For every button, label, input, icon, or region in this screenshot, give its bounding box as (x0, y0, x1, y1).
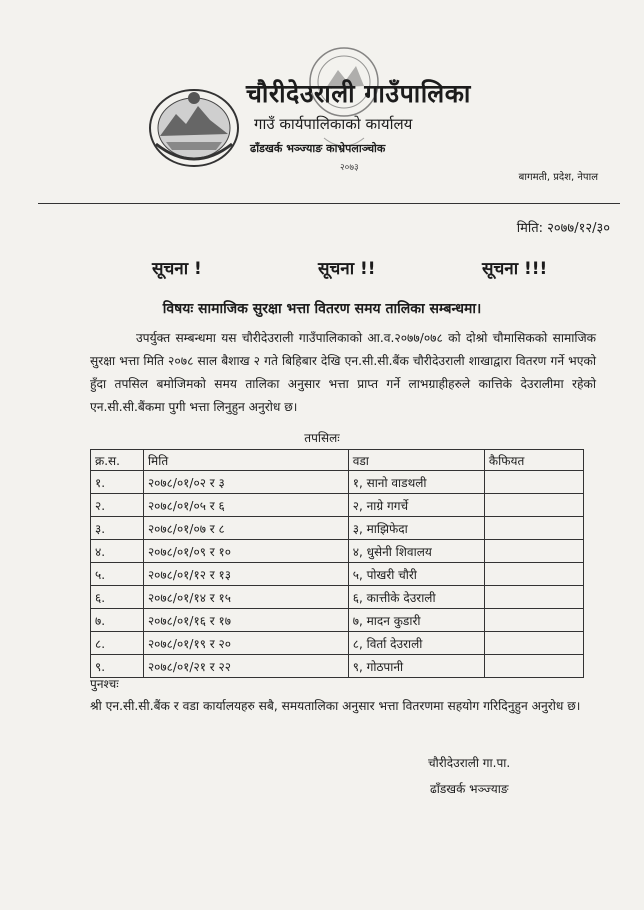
postscript-text: श्री एन.सी.सी.बैंक र वडा कार्यालयहरु सबै, समयतालिका अनुसार भत्ता वितरणमा सहयोग गरिदिनुहुन अनुरोध छ। (90, 699, 581, 713)
cell-ward: ८, विर्ता देउराली (348, 632, 484, 655)
cell-serial: ७. (91, 609, 144, 632)
cell-ward: ९, गोठपानी (348, 655, 484, 678)
cell-remarks (484, 494, 583, 517)
table-row (91, 632, 584, 655)
cell-serial: १. (91, 471, 144, 494)
table-row (91, 494, 584, 517)
table-row (91, 586, 584, 609)
cell-date: २०७८/०१/२१ र २२ (143, 655, 348, 678)
header-serial: क्र.स. (91, 450, 144, 471)
cell-ward: १, सानो वाडथली (348, 471, 484, 494)
cell-date: २०७८/०१/०९ र १० (143, 540, 348, 563)
cell-ward: २, नाग्रे गगर्चे (348, 494, 484, 517)
cell-date: २०७८/०१/१४ र १५ (143, 586, 348, 609)
signature-location: ढाँडखर्क भञ्ज्याङ (430, 782, 509, 796)
schedule-label: तपसिलः (304, 431, 340, 445)
cell-ward: ७, मादन कुडारी (348, 609, 484, 632)
cell-date: २०७८/०१/०५ र ६ (143, 494, 348, 517)
body-paragraph: उपर्युक्त सम्बन्धमा यस चौरीदेउराली गाउँपालिकाको आ.व.२०७७/०७८ को दोश्रो चौमासिकको सामाजिक सुरक्षा भत्ता मिति २०७८ साल बैशाख २ गते बिहिबार देखि एन.सी.सी.बैंक चौरीदेउराली शाखाद्वारा वितरण गर्ने भएको हुँदा तपसिल बमोजिमको समय तालिका अनुसार भत्ता प्राप्त गर्ने लाभग्राहीहरुले कात्तिके देउरालीमा रहेको एन.सी.सी.बैंकमा पुगी भत्ता लिनुहुन अनुरोध छ। (90, 331, 596, 414)
schedule-table (90, 449, 584, 678)
nepal-emblem-icon (146, 84, 242, 168)
table-row (91, 517, 584, 540)
cell-serial: २. (91, 494, 144, 517)
cell-date: २०७८/०१/०२ र ३ (143, 471, 348, 494)
cell-serial: ३. (91, 517, 144, 540)
cell-ward: ४, धुसेनी शिवालय (348, 540, 484, 563)
cell-date: २०७८/०१/१६ र १७ (143, 609, 348, 632)
header-divider (38, 203, 620, 204)
cell-date: २०७८/०१/०७ र ८ (143, 517, 348, 540)
table-row (91, 471, 584, 494)
table-row (91, 563, 584, 586)
notice-heading-1: सूचना ! (152, 259, 202, 279)
region-line: बागमती, प्रदेश, नेपाल (518, 172, 598, 183)
cell-ward: ५, पोखरी चौरी (348, 563, 484, 586)
cell-remarks (484, 517, 583, 540)
cell-remarks (484, 471, 583, 494)
cell-remarks (484, 563, 583, 586)
cell-remarks (484, 586, 583, 609)
cell-serial: ८. (91, 632, 144, 655)
table-row (91, 655, 584, 678)
postscript-label: पुनश्चः (90, 677, 119, 691)
table-header-row (91, 450, 584, 471)
cell-serial: ६. (91, 586, 144, 609)
cell-serial: ५. (91, 563, 144, 586)
stamp-year: २०७३ (340, 163, 359, 173)
table-row (91, 609, 584, 632)
cell-serial: ४. (91, 540, 144, 563)
notice-heading-2: सूचना !! (318, 259, 376, 279)
signature-office: चौरीदेउराली गा.पा. (428, 756, 511, 770)
cell-remarks (484, 632, 583, 655)
subject-line: विषयः सामाजिक सुरक्षा भत्ता वितरण समय तालिका सम्बन्धमा। (162, 301, 482, 317)
cell-serial: ९. (91, 655, 144, 678)
header-ward: वडा (348, 450, 484, 471)
org-name: चौरीदेउराली गाउँपालिका (246, 79, 471, 108)
cell-remarks (484, 540, 583, 563)
cell-date: २०७८/०१/१९ र २० (143, 632, 348, 655)
table-row (91, 540, 584, 563)
office-name: गाउँ कार्यपालिकाको कार्यालय (254, 115, 413, 133)
cell-ward: ६, कात्तीके देउराली (348, 586, 484, 609)
document-date: मिति: २०७७/१२/३० (516, 221, 610, 236)
cell-ward: ३, माझिफेदा (348, 517, 484, 540)
cell-remarks (484, 655, 583, 678)
header-remarks: कैफियत (484, 450, 583, 471)
notice-heading-3: सूचना !!! (482, 259, 548, 279)
header-date: मिति (143, 450, 348, 471)
office-address: ढाँडखर्क भञ्ज्याङ काभ्रेपलाञ्चोक (250, 142, 386, 155)
cell-remarks (484, 609, 583, 632)
cell-date: २०७८/०१/१२ र १३ (143, 563, 348, 586)
